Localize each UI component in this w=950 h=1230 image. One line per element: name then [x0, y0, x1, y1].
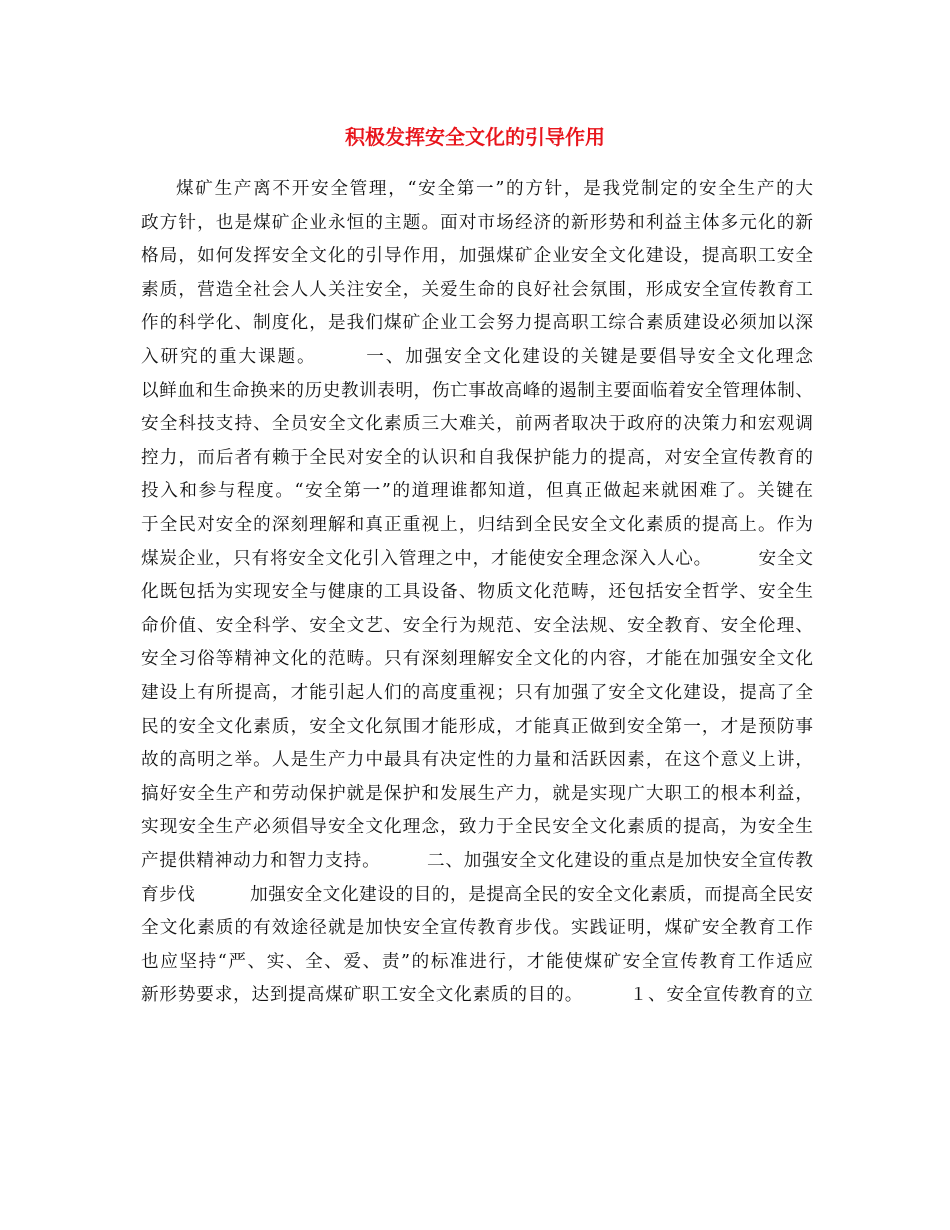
- body-text-line: 民的安全文化素质，安全文化氛围才能形成，才能真正做到安全第一，才是预防事: [141, 716, 813, 737]
- document-title: 积极发挥安全文化的引导作用: [345, 125, 605, 149]
- body-text-line: 全文化素质的有效途径就是加快安全宣传教育步伐。实践证明，煤矿安全教育工作: [141, 918, 813, 939]
- body-text-line: 于全民对安全的深刻理解和真正重视上，归结到全民安全文化素质的提高上。作为: [141, 515, 813, 535]
- body-text-line: 煤炭企业，只有将安全文化引入管理之中，才能使安全理念深入人心。 安全文: [141, 548, 813, 569]
- body-text-line: 入研究的重大课题。 一、加强安全文化建设的关键是要倡导安全文化理念: [141, 347, 813, 367]
- body-text-line: 控力，而后者有赖于全民对安全的认识和自我保护能力的提高，对安全宣传教育的: [141, 447, 813, 468]
- body-text-line: 投入和参与程度。“安全第一”的道理谁都知道，但真正做起来就困难了。关键在: [141, 481, 813, 502]
- body-text-line: 搞好安全生产和劳动保护就是保护和发展生产力，就是实现广大职工的根本利益，: [141, 783, 813, 804]
- body-text-line: 也应坚持“严、实、全、爱、责”的标准进行，才能使煤矿安全宣传教育工作适应: [141, 951, 813, 972]
- body-text-line: 产提供精神动力和智力支持。 二、加强安全文化建设的重点是加快安全宣传教: [141, 851, 813, 871]
- body-text-line: 煤矿生产离不开安全管理，“安全第一”的方针，是我党制定的安全生产的大: [176, 179, 813, 199]
- body-text-line: 故的高明之举。人是生产力中最具有决定性的力量和活跃因素，在这个意义上讲，: [141, 750, 813, 771]
- body-text-line: 素质，营造全社会人人关注安全，关爱生命的良好社会氛围，形成安全宣传教育工: [141, 279, 813, 300]
- body-text-line: 育步伐 加强安全文化建设的目的，是提高全民的安全文化素质，而提高全民安: [141, 884, 813, 905]
- body-text-line: 化既包括为实现安全与健康的工具设备、物质文化范畴，还包括安全哲学、安全生: [141, 582, 813, 603]
- body-text-line: 新形势要求，达到提高煤矿职工安全文化素质的目的。 １、安全宣传教育的立: [141, 985, 813, 1006]
- body-text-line: 作的科学化、制度化，是我们煤矿企业工会努力提高职工综合素质建设必须加以深: [141, 313, 813, 334]
- body-text-line: 格局，如何发挥安全文化的引导作用，加强煤矿企业安全文化建设，提高职工安全: [141, 246, 813, 267]
- body-text-line: 安全习俗等精神文化的范畴。只有深刻理解安全文化的内容，才能在加强安全文化: [141, 649, 813, 670]
- body-text-line: 政方针，也是煤矿企业永恒的主题。面对市场经济的新形势和利益主体多元化的新: [141, 212, 813, 233]
- body-text-line: 实现安全生产必须倡导安全文化理念，致力于全民安全文化素质的提高，为安全生: [141, 817, 813, 838]
- body-text-line: 安全科技支持、全员安全文化素质三大难关，前两者取决于政府的决策力和宏观调: [141, 414, 813, 435]
- body-text-line: 以鲜血和生命换来的历史教训表明，伤亡事故高峰的遏制主要面临着安全管理体制、: [141, 380, 813, 401]
- body-text-line: 命价值、安全科学、安全文艺、安全行为规范、安全法规、安全教育、安全伦理、: [141, 615, 813, 636]
- body-text-line: 建设上有所提高，才能引起人们的高度重视；只有加强了安全文化建设，提高了全: [141, 683, 813, 703]
